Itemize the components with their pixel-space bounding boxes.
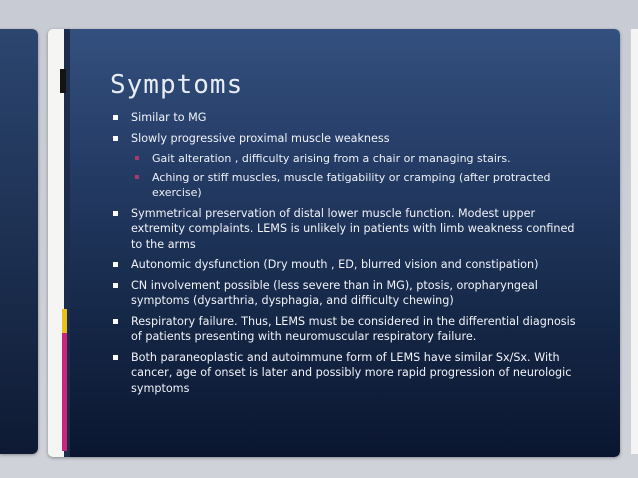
next-slide-thumbnail[interactable] [630,29,638,454]
accent-bar-yellow [62,309,67,333]
bullet-item: Autonomic dysfunction (Dry mouth , ED, blurred vision and constipation) [110,257,580,273]
previous-slide-thumbnail[interactable] [0,29,38,454]
sub-bullet-item: Gait alteration , difficulty arising from a chair or managing stairs. [131,151,580,167]
accent-bar-magenta [62,333,67,451]
sub-bullet-list [131,151,580,201]
bullet-item [110,131,580,201]
accent-bar-black [60,69,66,93]
bullet-item: CN involvement possible (less severe than in MG), ptosis, oropharyngeal symptoms (dysarthria, dysphagia, and difficulty chewing) [110,278,580,309]
bullet-text: Slowly progressive proximal muscle weakness [131,131,390,145]
bullet-item: Similar to MG [110,110,580,126]
slide-title: Symptoms [110,70,244,100]
bullet-item: Both paraneoplastic and autoimmune form of LEMS have similar Sx/Sx. With cancer, age of onset is later and possibly more rapid progression of neurologic symptoms [110,350,580,397]
bullet-item: Symmetrical preservation of distal lower muscle function. Modest upper extremity complaints. LEMS is unlikely in patients with limb weakness confined to the arms [110,206,580,253]
bullet-item: Respiratory failure. Thus, LEMS must be considered in the differential diagnosis of patients presenting with neuromuscular respiratory failure. [110,314,580,345]
bullet-list [110,110,580,401]
sub-bullet-item: Aching or stiff muscles, muscle fatigability or cramping (after protracted exercise) [131,170,580,201]
